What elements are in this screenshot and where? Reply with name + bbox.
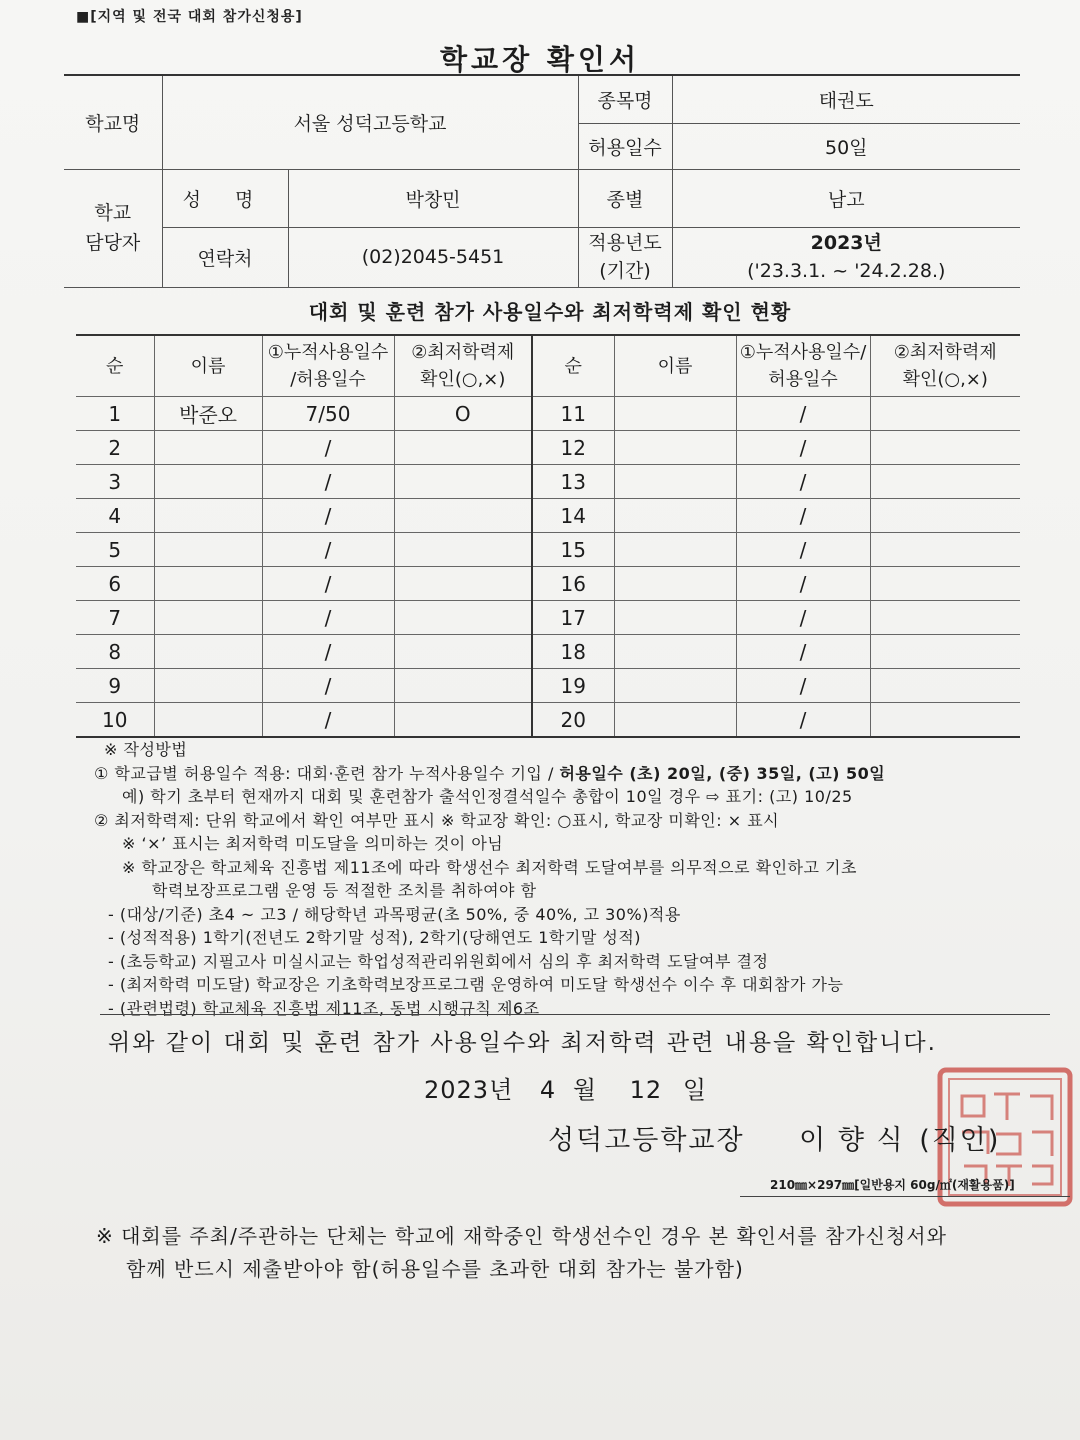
cell-usage: 7/50 xyxy=(262,397,394,431)
cell-no: 13 xyxy=(532,465,614,499)
cell-name xyxy=(614,499,736,533)
cell-no: 1 xyxy=(76,397,154,431)
confirmation-statement: 위와 같이 대회 및 훈련 참가 사용일수와 최저학력 관련 내용을 확인합니다. xyxy=(108,1030,937,1056)
cell-usage: / xyxy=(262,635,394,669)
cell-usage: / xyxy=(736,465,870,499)
note-2-sub-2: ※ 학교장은 학교체육 진흥법 제11조에 따라 학생선수 최저학력 도달여부를 의무적으로 확인하고 기초 xyxy=(122,857,857,877)
manager-name-label: 성 명 xyxy=(162,169,288,227)
cell-name xyxy=(614,669,736,703)
cell-confirm xyxy=(394,601,532,635)
cell-usage: / xyxy=(736,601,870,635)
table-row xyxy=(76,635,1020,669)
seal-label: (직인) xyxy=(919,1125,1001,1156)
divider xyxy=(100,1014,1050,1015)
table-row xyxy=(76,567,1020,601)
cell-confirm xyxy=(394,533,532,567)
cell-usage: / xyxy=(262,499,394,533)
cell-no: 18 xyxy=(532,635,614,669)
cell-name xyxy=(154,499,262,533)
cell-confirm xyxy=(394,635,532,669)
apply-year-value: 2023년 xyxy=(810,232,882,254)
cell-no: 7 xyxy=(76,601,154,635)
cell-name xyxy=(614,431,736,465)
cell-name xyxy=(154,567,262,601)
cell-no: 16 xyxy=(532,567,614,601)
cell-confirm xyxy=(394,703,532,738)
col-header-no: 순 xyxy=(76,335,154,397)
cell-no: 20 xyxy=(532,703,614,738)
cell-usage: / xyxy=(262,465,394,499)
cell-no: 15 xyxy=(532,533,614,567)
col-header-no: 순 xyxy=(532,335,614,397)
cell-no: 9 xyxy=(76,669,154,703)
cell-usage: / xyxy=(262,431,394,465)
cell-confirm: O xyxy=(394,397,532,431)
document-title: 학교장 확인서 xyxy=(439,43,641,76)
note-2-sub-1: ※ ‘×’ 표시는 최저학력 미도달을 의미하는 것이 아님 xyxy=(122,834,504,853)
date-month-unit: 월 xyxy=(572,1076,598,1104)
school-name-value: 서울 성덕고등학교 xyxy=(162,75,578,169)
instructions-heading: ※ 작성방법 xyxy=(104,740,188,759)
cell-confirm xyxy=(870,397,1020,431)
event-value: 태권도 xyxy=(672,75,1020,123)
cell-confirm xyxy=(870,533,1020,567)
cell-usage: / xyxy=(736,397,870,431)
detail-grades: - (성적적용) 1학기(전년도 2학기말 성적), 2학기(당해연도 1학기말 성적) xyxy=(108,928,642,947)
cell-name xyxy=(614,465,736,499)
note-1-text: ① 학교급별 허용일수 적용: 대회·훈련 참가 누적사용일수 기입 / xyxy=(94,763,560,783)
col-header-confirm: ②최저학력제 확인(○,×) xyxy=(394,335,532,397)
cell-no: 17 xyxy=(532,601,614,635)
principal-signature xyxy=(548,1118,1000,1157)
note-2: ② 최저학력제: 단위 학교에서 확인 여부만 표시 ※ 학교장 확인: ○표시, 학교장 미확인: × 표시 xyxy=(94,810,780,830)
cell-no: 2 xyxy=(76,431,154,465)
cell-name xyxy=(614,703,736,738)
cell-name: 박준오 xyxy=(154,397,262,431)
cell-name xyxy=(154,635,262,669)
note-1-allowed-days: 허용일수 (초) 20일, (중) 35일, (고) 50일 xyxy=(559,763,886,783)
detail-elementary: - (초등학교) 지필고사 미실시교는 학업성적관리위원회에서 심의 후 최저학력 도달여부 결정 xyxy=(108,951,769,971)
cell-no: 5 xyxy=(76,533,154,567)
allowed-days-label: 허용일수 xyxy=(578,123,672,169)
table-row xyxy=(76,533,1020,567)
apply-year-cell xyxy=(672,227,1020,287)
cell-confirm xyxy=(870,601,1020,635)
divider xyxy=(740,1196,1070,1197)
cell-usage: / xyxy=(736,635,870,669)
cell-usage: / xyxy=(262,601,394,635)
cell-name xyxy=(154,601,262,635)
cell-no: 19 xyxy=(532,669,614,703)
division-label: 종별 xyxy=(578,169,672,227)
school-manager-label: 학교 담당자 xyxy=(64,169,162,287)
cell-no: 10 xyxy=(76,703,154,738)
cell-no: 6 xyxy=(76,567,154,601)
col-header-usage: ①누적사용일수/ 허용일수 xyxy=(736,335,870,397)
school-info-table xyxy=(64,74,1020,288)
cell-usage: / xyxy=(262,669,394,703)
cell-confirm xyxy=(394,465,532,499)
cell-no: 14 xyxy=(532,499,614,533)
cell-usage: / xyxy=(262,567,394,601)
note-1-example: 예) 학기 초부터 현재까지 대회 및 훈련참가 출석인정결석일수 총합이 10일 경우 ⇨ 표기: (고) 10/25 xyxy=(122,787,853,806)
table-row xyxy=(76,601,1020,635)
cell-usage: / xyxy=(736,567,870,601)
col-header-confirm: ②최저학력제 확인(○,×) xyxy=(870,335,1020,397)
cell-no: 11 xyxy=(532,397,614,431)
col-header-usage: ①누적사용일수 /허용일수 xyxy=(262,335,394,397)
cell-confirm xyxy=(394,499,532,533)
cell-usage: / xyxy=(736,431,870,465)
table-row xyxy=(76,703,1020,738)
col-header-name: 이름 xyxy=(154,335,262,397)
cell-confirm xyxy=(394,567,532,601)
cell-name xyxy=(614,397,736,431)
paper-spec: 210㎜×297㎜[일반용지 60g/㎡(재활용품)] xyxy=(770,1178,1015,1192)
table-row xyxy=(76,669,1020,703)
form-category-tag: ■[지역 및 전국 대회 참가신청용] xyxy=(76,9,303,25)
cell-no: 3 xyxy=(76,465,154,499)
date-month: 4 xyxy=(539,1076,557,1104)
cell-no: 8 xyxy=(76,635,154,669)
date-day: 12 xyxy=(629,1076,663,1104)
cell-usage: / xyxy=(262,703,394,738)
cell-usage: / xyxy=(262,533,394,567)
cell-name xyxy=(614,635,736,669)
principal-title: 성덕고등학교장 xyxy=(548,1125,745,1156)
cell-name xyxy=(154,465,262,499)
allowed-days-value: 50일 xyxy=(672,123,1020,169)
cell-name xyxy=(154,703,262,738)
table-row xyxy=(76,499,1020,533)
footer-line-2: 함께 반드시 제출받아야 함(허용일수를 초과한 대회 참가는 불가함) xyxy=(126,1257,744,1281)
cell-name xyxy=(154,431,262,465)
cell-usage: / xyxy=(736,499,870,533)
detail-target: - (대상/기준) 초4 ~ 고3 / 해당학년 과목평균(초 50%, 중 40%, 고 30%)적용 xyxy=(108,904,681,924)
date-day-unit: 일 xyxy=(682,1076,708,1104)
cell-name xyxy=(154,669,262,703)
event-label: 종목명 xyxy=(578,75,672,123)
school-name-label: 학교명 xyxy=(64,75,162,169)
contact-label: 연락처 xyxy=(162,227,288,287)
date-year: 2023년 xyxy=(424,1076,514,1104)
note-1 xyxy=(94,762,1054,786)
footer-line-1: ※ 대회를 주최/주관하는 단체는 학교에 재학중인 학생선수인 경우 본 확인서를 참가신청서와 xyxy=(96,1224,947,1248)
contact-value: (02)2045-5451 xyxy=(288,227,578,287)
cell-name xyxy=(614,567,736,601)
table-row xyxy=(76,397,1020,431)
cell-name xyxy=(154,533,262,567)
cell-usage: / xyxy=(736,669,870,703)
note-2-sub-2-cont: 학력보장프로그램 운영 등 적절한 조치를 취하여야 함 xyxy=(152,881,537,900)
cell-confirm xyxy=(870,567,1020,601)
apply-period-value: ('23.3.1. ~ '24.2.28.) xyxy=(747,260,946,282)
detail-below-minimum: - (최저학력 미도달) 학교장은 기초학력보장프로그램 운영하여 미도달 학생선수 이수 후 대회참가 가능 xyxy=(108,975,844,994)
cell-confirm xyxy=(870,703,1020,738)
division-value: 남고 xyxy=(672,169,1020,227)
issue-date xyxy=(424,1070,707,1105)
cell-confirm xyxy=(870,465,1020,499)
cell-confirm xyxy=(870,431,1020,465)
col-header-name: 이름 xyxy=(614,335,736,397)
usage-table-body xyxy=(76,397,1020,738)
table-row xyxy=(76,465,1020,499)
cell-no: 4 xyxy=(76,499,154,533)
cell-confirm xyxy=(870,635,1020,669)
table-row xyxy=(76,431,1020,465)
cell-name xyxy=(614,601,736,635)
cell-no: 12 xyxy=(532,431,614,465)
detail-laws: - (관련법령) 학교체육 진흥법 제11조, 동법 시행규칙 제6조 xyxy=(108,998,540,1018)
apply-year-label: 적용년도 (기간) xyxy=(578,227,672,287)
cell-usage: / xyxy=(736,533,870,567)
principal-name: 이 향 식 xyxy=(799,1125,905,1156)
cell-name xyxy=(614,533,736,567)
instructions xyxy=(94,738,1054,1020)
cell-confirm xyxy=(870,669,1020,703)
cell-confirm xyxy=(870,499,1020,533)
cell-confirm xyxy=(394,669,532,703)
usage-table-title: 대회 및 훈련 참가 사용일수와 최저학력제 확인 현황 xyxy=(308,300,792,324)
usage-table xyxy=(76,334,1020,738)
cell-usage: / xyxy=(736,703,870,738)
footer-notice xyxy=(96,1220,1056,1286)
cell-confirm xyxy=(394,431,532,465)
manager-name-value: 박창민 xyxy=(288,169,578,227)
